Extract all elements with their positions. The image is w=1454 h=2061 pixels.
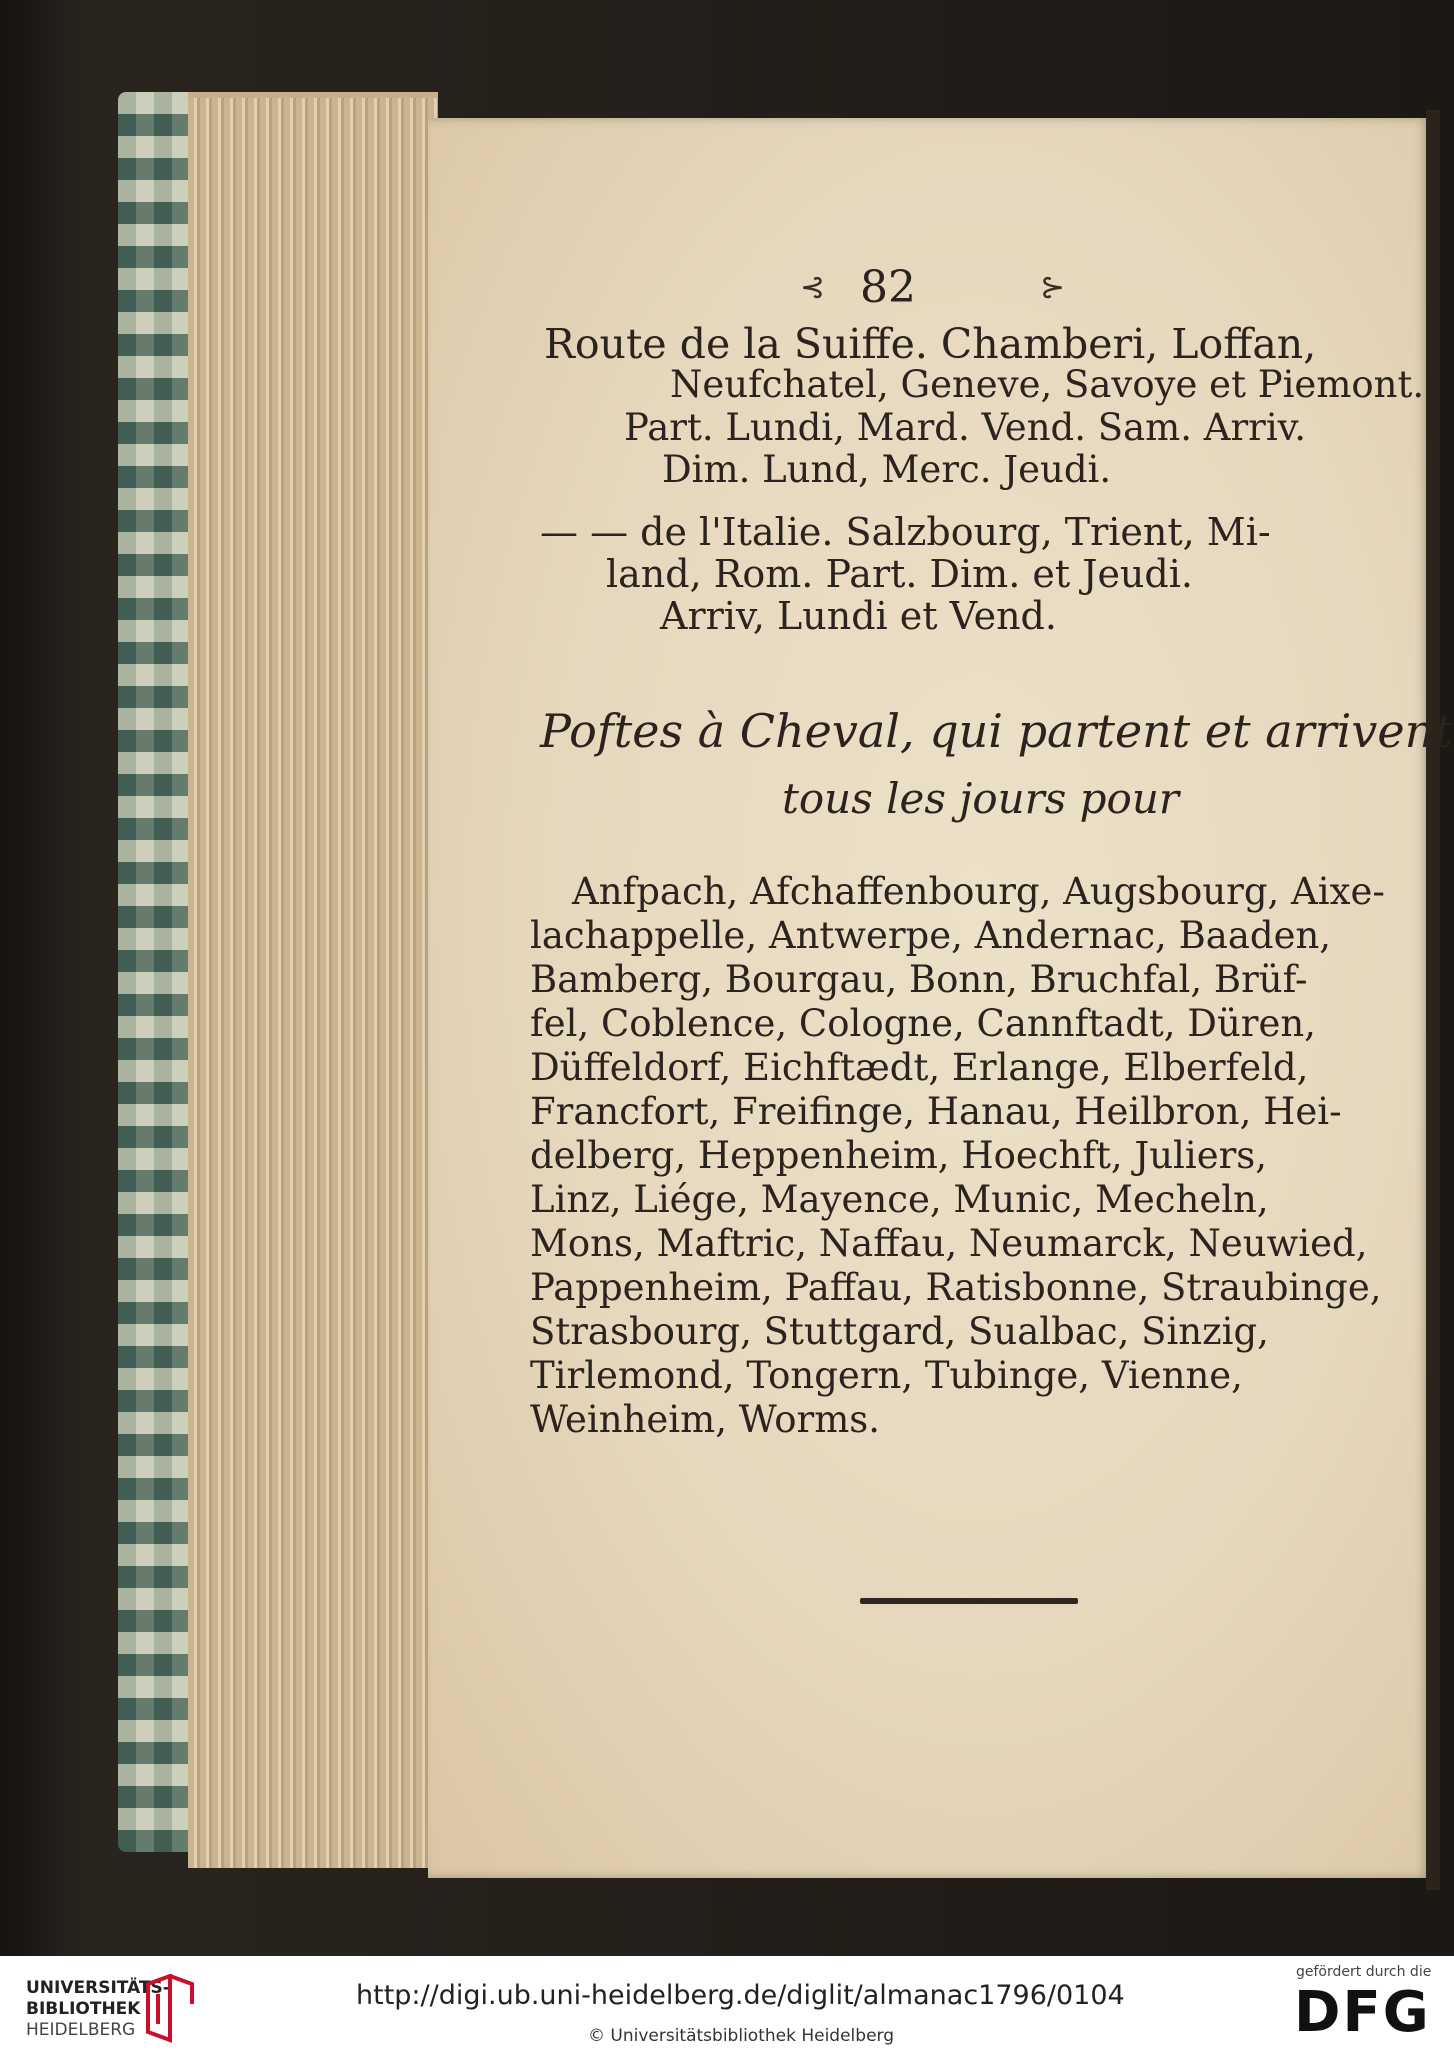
body-line: Anfpach, Afchaffenbourg, Augsbourg, Aixe- xyxy=(572,870,1385,913)
body-line: Mons, Maftric, Naffau, Neumarck, Neuwied, xyxy=(530,1222,1368,1265)
body-line: delberg, Heppenheim, Hoechft, Juliers, xyxy=(530,1134,1268,1177)
body-line: fel, Coblence, Cologne, Cannftadt, Düren, xyxy=(530,1002,1316,1045)
route-line: — — de l'Italie. Salzbourg, Trient, Mi- xyxy=(540,510,1271,554)
funded-by-text: gefördert durch die xyxy=(1296,1964,1432,1980)
body-line: Düffeldorf, Eichftædt, Erlange, Elberfeld, xyxy=(530,1046,1309,1089)
route-line: land, Rom. Part. Dim. et Jeudi. xyxy=(606,552,1193,596)
route-line: Neufchatel, Geneve, Savoye et Piemont. xyxy=(670,363,1425,406)
marbled-book-edge xyxy=(118,92,190,1852)
copyright-text: © Universitätsbibliothek Heidelberg xyxy=(588,2026,895,2046)
section-rule xyxy=(860,1598,1078,1604)
dfg-logo[interactable]: DFG xyxy=(1294,1980,1431,2045)
body-line: Weinheim, Worms. xyxy=(530,1398,881,1441)
body-line: Pappenheim, Paffau, Ratisbonne, Straubinge, xyxy=(530,1266,1382,1309)
library-name-line: UNIVERSITÄTS- xyxy=(26,1978,170,1998)
route-line: Part. Lundi, Mard. Vend. Sam. Arriv. xyxy=(624,406,1306,449)
body-line: Strasbourg, Stuttgard, Sualbac, Sinzig, xyxy=(530,1310,1269,1353)
route-line: Dim. Lund, Merc. Jeudi. xyxy=(662,448,1112,491)
ornament-right-icon: ⊱ xyxy=(1040,270,1066,305)
route-line: Route de la Suiffe. Chamberi, Loffan, xyxy=(544,320,1317,368)
library-logo-icon xyxy=(140,1974,200,2046)
page-gutter xyxy=(1426,110,1440,1890)
permalink-url[interactable]: http://digi.ub.uni-heidelberg.de/diglit/almanac1796/0104 xyxy=(356,1980,1125,2011)
body-line: Linz, Liége, Mayence, Munic, Mecheln, xyxy=(530,1178,1269,1221)
page-number: 82 xyxy=(860,262,916,313)
library-name-line: BIBLIOTHEK xyxy=(26,1999,141,2019)
footer-bar xyxy=(0,1956,1454,2061)
body-line: Tirlemond, Tongern, Tubinge, Vienne, xyxy=(530,1354,1243,1397)
ornament-left-icon: ⊰ xyxy=(800,270,826,305)
page-stack-edges xyxy=(188,92,438,1868)
body-line: Francfort, Freifinge, Hanau, Heilbron, Hei- xyxy=(530,1090,1342,1133)
section-heading-subline: tous les jours pour xyxy=(782,774,1179,823)
route-line: Arriv, Lundi et Vend. xyxy=(660,594,1057,638)
body-line: Bamberg, Bourgau, Bonn, Bruchfal, Brüf- xyxy=(530,958,1308,1001)
section-heading: Poftes à Cheval, qui partent et arrivent xyxy=(540,704,1453,758)
library-name-line: HEIDELBERG xyxy=(26,2020,136,2040)
body-line: lachappelle, Antwerpe, Andernac, Baaden, xyxy=(530,914,1332,957)
